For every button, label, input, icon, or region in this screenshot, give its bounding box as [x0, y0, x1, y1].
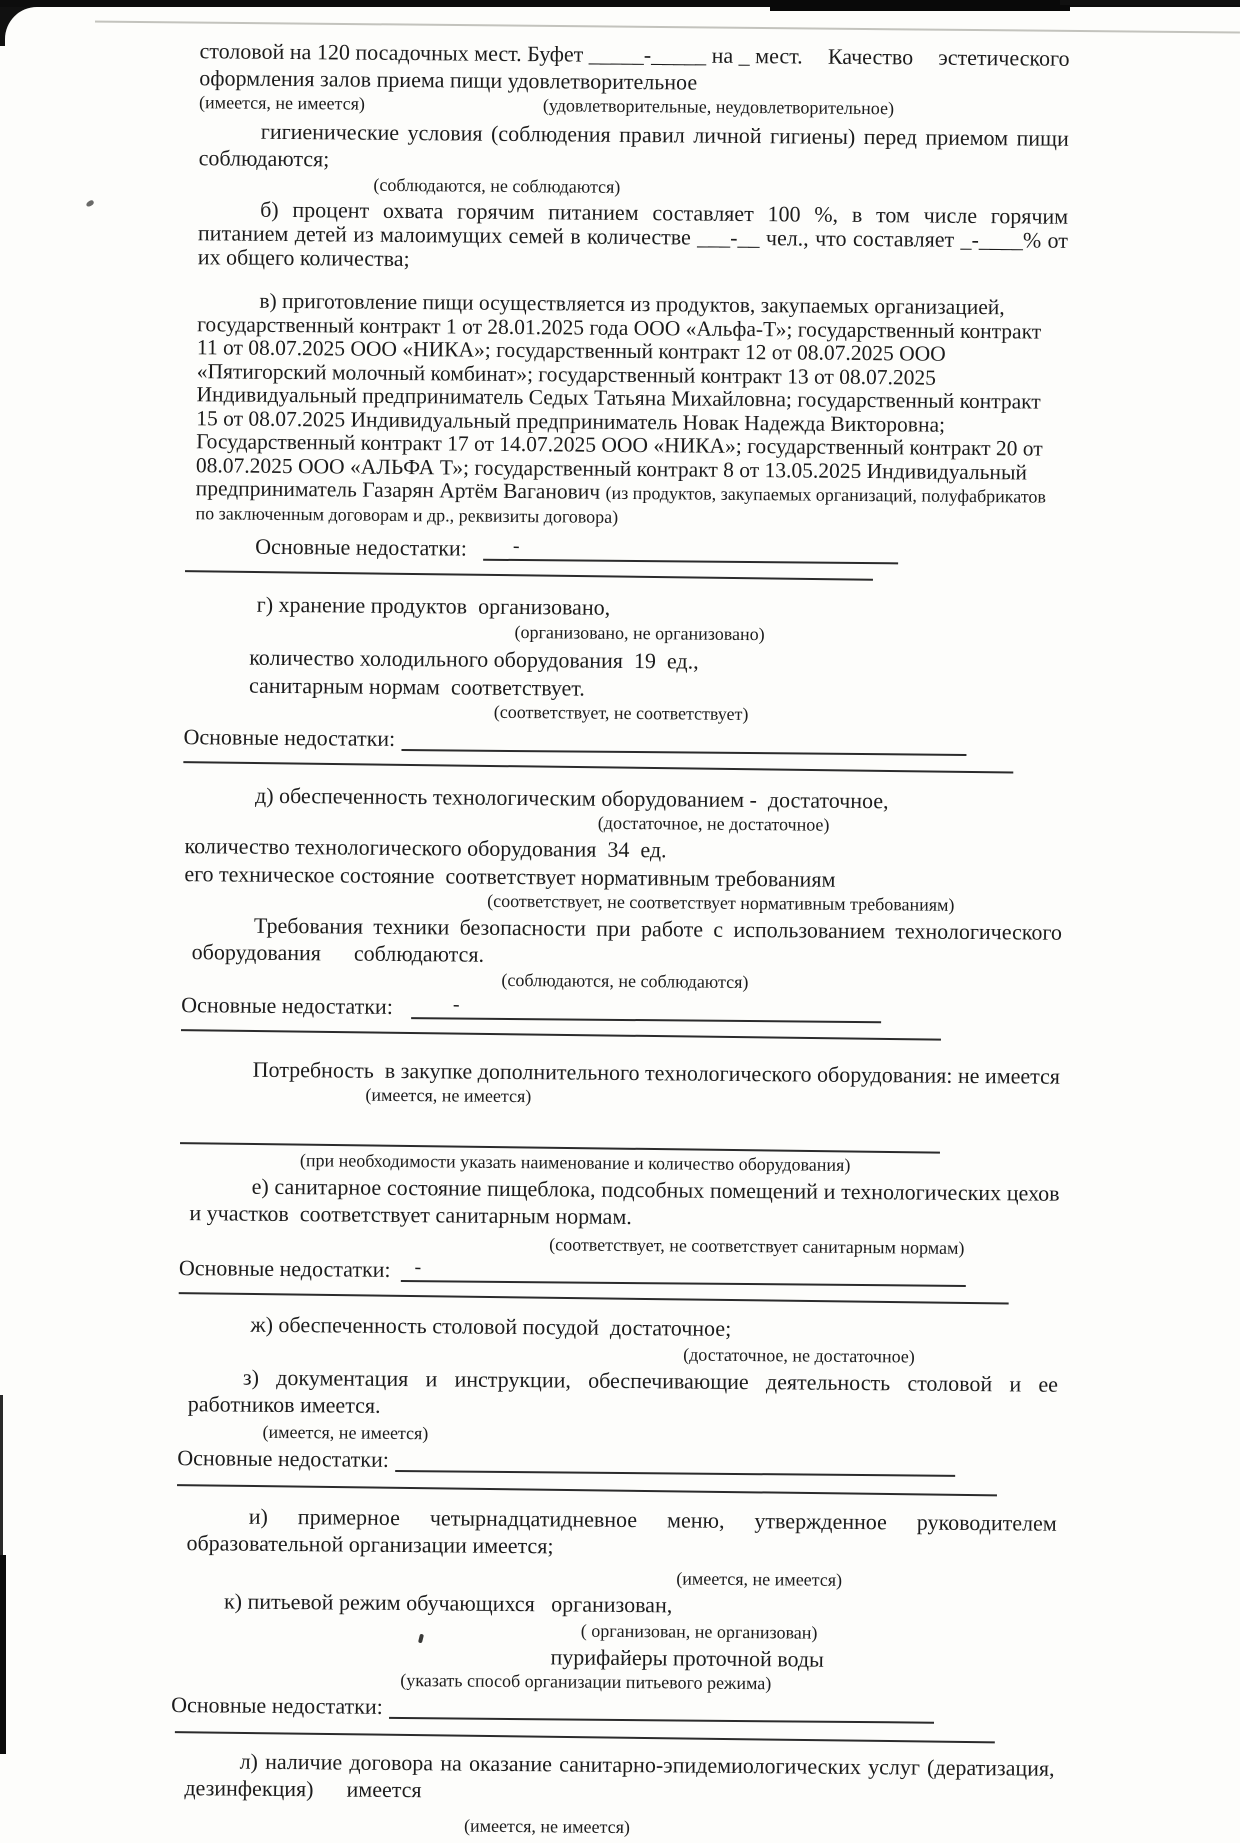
hint-organizovano: (организовано, не организовано): [514, 621, 765, 645]
hint-imeetsya-ne-imeetsya: (имеется, не имеется): [199, 92, 366, 114]
deficiencies-blank-field: [401, 726, 966, 756]
deficiencies-blank-field: [483, 536, 898, 565]
deficiencies-label: Основные недостатки:: [181, 992, 393, 1019]
hint-imeetsya-ne-imeetsya: (имеется, не имеется): [676, 1568, 843, 1590]
deficiencies-label: Основные недостатки:: [178, 1255, 391, 1282]
hint-organizovan: ( организован, не организован): [580, 1620, 818, 1643]
paragraph-g-storage: г) хранение продуктов организовано,: [256, 591, 611, 620]
paragraph-i-menu: и) примерное четырнадцатидневное меню, утвержденное руководителем образовательной организации имеется;: [186, 1503, 1057, 1559]
deficiencies-blank-field: [389, 1694, 934, 1724]
line-technical-state: его техническое состояние соответствует нормативным требованиям: [184, 861, 836, 892]
hint-imeetsya-ne-imeetsya: (имеется, не имеется): [365, 1084, 532, 1107]
paragraph-equipment-need: Потребность в закупке дополнительного технологического оборудования: не имеется: [252, 1056, 1061, 1089]
dash-mark: -: [452, 993, 460, 1016]
dash-mark: -: [414, 1256, 422, 1279]
paragraph-l-services: л) наличие договора на оказание санитарно-эпидемиологических услуг (дератизация, дезинфекция) имеется: [184, 1748, 1055, 1803]
deficiencies-blank-field: [400, 1257, 965, 1287]
line-refrigeration-count: количество холодильного оборудования 19 ед.,: [249, 644, 699, 674]
writing-line: [181, 1029, 941, 1041]
deficiencies-row-z: [177, 1444, 1057, 1479]
canteen-capacity-text: столовой на 120 посадочных мест. Буфет _____-_____ на _ мест.: [199, 38, 803, 69]
hint-soblyudayutsya: (соблюдаются, не соблюдаются): [501, 969, 749, 993]
quality-word: Качество: [827, 43, 914, 70]
paragraph-v-contracts: [195, 289, 1067, 532]
paragraph-d-equipment: д) обеспеченность технологическим оборудованием - достаточное,: [254, 782, 889, 814]
paragraph-hygiene-conditions: гигиенические условия (соблюдения правил личной гигиены) перед приемом пищи соблюдаются;: [198, 118, 1069, 172]
paragraph-halls-design: оформления залов приема пищи удовлетворительное: [199, 65, 698, 95]
deficiencies-row-k: [171, 1691, 1055, 1726]
scan-left-edge-shadow: [0, 1395, 3, 1567]
hint-imeetsya-ne-imeetsya: (имеется, не имеется): [262, 1421, 429, 1444]
deficiencies-row-d: [181, 991, 1061, 1026]
hint-sootvetstvuet: (соответствует, не соответствует): [493, 701, 749, 725]
scan-top-edge-bar-thick: [770, 0, 1070, 11]
line-equipment-count: количество технологического оборудования 34 ед.: [184, 833, 667, 863]
paragraph-k-drinking: к) питьевой режим обучающихся организован,: [223, 1588, 673, 1618]
hint-dostatochnoe: (достаточное, не достаточное): [597, 812, 830, 835]
scan-left-edge-bar: [0, 1555, 6, 1754]
scan-top-edge-bar-right: [1060, 0, 1240, 5]
deficiencies-blank-field: [411, 994, 881, 1023]
aesthetic-word: эстетического: [938, 44, 1070, 71]
deficiencies-label: Основные недостатки:: [255, 533, 467, 561]
line-sanitary-norms: санитарным нормам соответствует.: [248, 672, 585, 701]
paragraph-e-sanitary: е) санитарное состояние пищеблока, подсобных помещений и технологических цехов и участков соответствует санитарным нормам.: [189, 1173, 1060, 1230]
deficiencies-blank-field: [395, 1447, 955, 1477]
deficiencies-label: Основные недостатки:: [171, 1692, 383, 1719]
deficiencies-row-v: [255, 533, 1065, 567]
hint-contracts-inline: (из продуктов, закупаемых организаций, полуфабрикатов по заключенным договорам и др., реквизиты договора): [195, 482, 1047, 527]
paragraph-zh-tableware: ж) обеспеченность столовой посудой достаточное;: [250, 1311, 732, 1341]
hint-imeetsya-ne-imeetsya: (имеется, не имеется): [463, 1815, 630, 1838]
paragraph-z-documentation: з) документация и инструкции, обеспечивающие деятельность столовой и ее работников имеется.: [187, 1364, 1059, 1418]
deficiencies-row-e: [179, 1254, 1059, 1289]
line-purifiers: пурифайеры проточной воды: [550, 1644, 824, 1672]
deficiencies-row-g: [183, 723, 1063, 758]
dash-mark: -: [512, 534, 520, 558]
contracts-text: в) приготовление пищи осуществляется из продуктов, закупаемых организацией, государственный контракт 1 от 28.01.2025 года ООО «Альфа-Т»; государственный контракт 11 от 08.07.2025 ООО «НИКА»; государственный контракт 12 от 08.07.2025 ООО «Пятигорский молочный комбинат»; государственный контракт 13 от 08.07.2025 Индивидуальный предприниматель Седых Татьяна Михайловна; государственный контракт 15 от 08.07.2025 Индивидуальный предприниматель Новак Надежда Викторовна; Государственный контракт 17 от 14.07.2025 ООО «НИКА»; государственный контракт 20 от 08.07.2025 ООО «АЛЬФА Т»; государственный контракт 8 от 13.05.2025 Индивидуальный предприниматель Газарян Артём Ваганович: [195, 288, 1043, 504]
hint-ukazat-sposob: (указать способ организации питьевого режима): [400, 1670, 772, 1694]
writing-line: [177, 1484, 997, 1496]
hint-soblyudayutsya: (соблюдаются, не соблюдаются): [373, 174, 621, 197]
writing-line: [183, 761, 1013, 773]
hint-dostatochnoe: (достаточное, не достаточное): [683, 1344, 915, 1367]
deficiencies-label: Основные недостатки:: [177, 1445, 390, 1472]
writing-line: [175, 1731, 995, 1743]
deficiencies-label: Основные недостатки:: [183, 724, 396, 751]
hint-pri-neobkhodimosti: (при необходимости указать наименование и количество оборудования): [299, 1150, 851, 1175]
writing-line: [185, 570, 873, 581]
paragraph-b-hot-meals: б) процент охвата горячим питанием составляет 100 %, в том числе горячим питанием детей из малоимущих семей в количестве ___-__ чел., что составляет _-____% от их общего количества;: [197, 196, 1069, 272]
hint-udovletvoritelnoe: (удовлетворительные, неудовлетворительное): [542, 95, 895, 119]
paragraph-safety-requirements: Требования техники безопасности при работе с использованием технологического оборудования соблюдаются.: [191, 912, 1063, 967]
hint-normativnym-trebovaniyam: (соответствует, не соответствует нормативным требованиям): [487, 890, 955, 915]
hint-sanitarnym-normam: (соответствует, не соответствует санитарным нормам): [549, 1234, 965, 1258]
writing-line: [179, 1292, 1009, 1304]
